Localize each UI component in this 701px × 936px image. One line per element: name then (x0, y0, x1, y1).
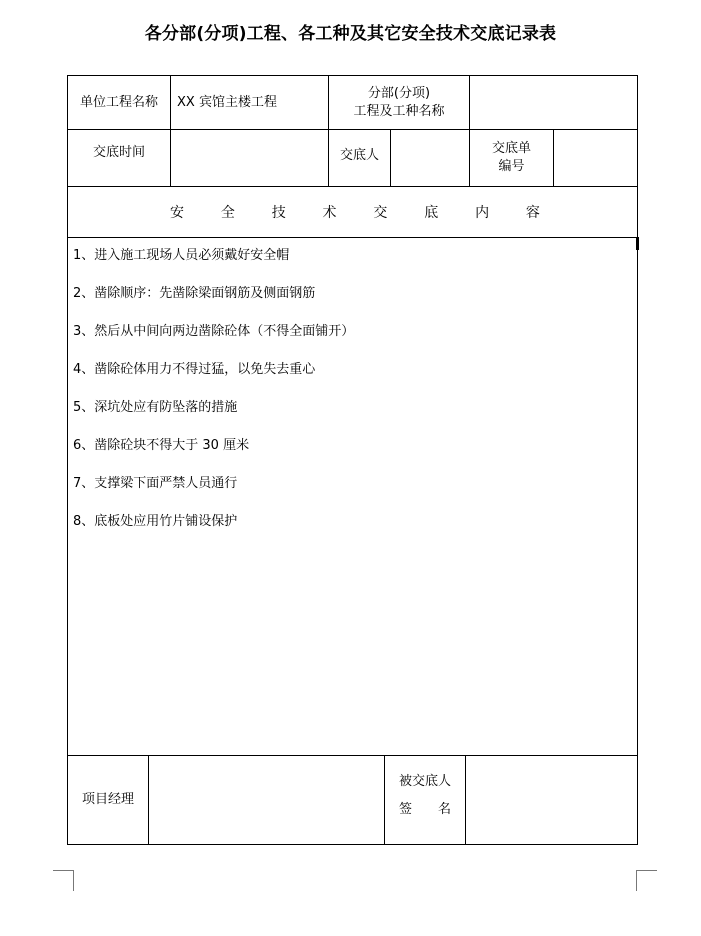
section-heading (170, 187, 540, 237)
list-item: 4、凿除砼体用力不得过猛，以免失去重心 (73, 362, 316, 377)
presenter-value[interactable] (391, 130, 469, 186)
list-item: 6、凿除砼块不得大于 30 厘米 (73, 438, 250, 453)
page-corner-mark-right (636, 870, 657, 891)
unit-project-value[interactable]: XX 宾馆主楼工程 (177, 94, 277, 110)
page-corner-mark-left (53, 870, 74, 891)
sub-project-label-line2: 工程及工种名称 (353, 103, 445, 119)
cursor-marker (636, 237, 639, 250)
receiver-label-line2: 签 名 (398, 802, 451, 817)
page-title: 各分部(分项)工程、各工种及其它安全技术交底记录表 (144, 24, 557, 44)
doc-no-label (470, 130, 553, 186)
receiver-label (385, 756, 465, 836)
section-heading-char: 术 (322, 205, 337, 221)
date-label: 交底时间 (92, 145, 145, 160)
date-value[interactable] (171, 130, 328, 186)
section-heading-char: 交 (373, 205, 388, 221)
list-item: 1、进入施工现场人员必须戴好安全帽 (73, 248, 290, 263)
sub-project-label (329, 76, 469, 129)
doc-no-label-line1: 交底单 (491, 141, 531, 156)
list-item: 7、支撑梁下面严禁人员通行 (73, 476, 238, 491)
manager-value[interactable] (149, 756, 384, 844)
receiver-value[interactable] (466, 756, 637, 844)
manager-label: 项目经理 (81, 792, 134, 807)
list-item: 5、深坑处应有防坠落的措施 (73, 400, 238, 415)
unit-project-label: 单位工程名称 (79, 94, 158, 110)
sub-project-value[interactable] (470, 76, 637, 129)
presenter-label: 交底人 (339, 148, 379, 163)
row-divider (67, 237, 638, 238)
doc-no-label-line2: 编号 (498, 159, 525, 174)
section-heading-char: 底 (424, 205, 439, 221)
list-item: 2、凿除顺序：先凿除梁面钢筋及侧面钢筋 (73, 286, 316, 301)
section-heading-char: 内 (475, 205, 490, 221)
list-item: 3、然后从中间向两边凿除砼体（不得全面铺开） (73, 324, 355, 339)
section-heading-char: 全 (220, 205, 235, 221)
section-heading-char: 容 (525, 205, 540, 221)
section-heading-char: 安 (170, 205, 184, 221)
doc-no-value[interactable] (554, 130, 637, 186)
sub-project-label-line1: 分部(分项) (367, 85, 431, 101)
receiver-label-line1: 被交底人 (398, 774, 451, 789)
safety-items-list (73, 245, 633, 549)
section-heading-char: 技 (271, 205, 286, 221)
list-item: 8、底板处应用竹片铺设保护 (73, 514, 238, 529)
